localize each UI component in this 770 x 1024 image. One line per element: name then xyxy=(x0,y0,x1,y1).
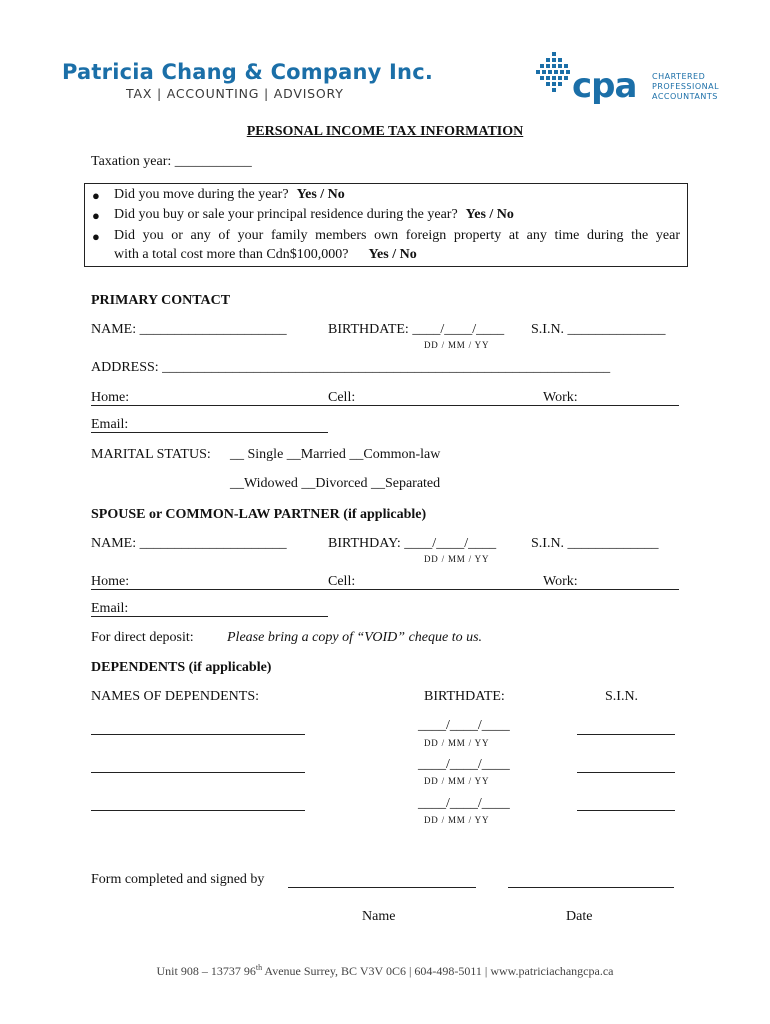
dependent-sin-line[interactable] xyxy=(577,760,675,773)
dependent-date-hint: DD / MM / YY xyxy=(424,776,490,786)
yes-no-option[interactable]: Yes / No xyxy=(368,247,417,262)
bullet-icon: ● xyxy=(92,188,100,203)
signature-label: Form completed and signed by xyxy=(91,872,265,887)
company-tagline: TAX | ACCOUNTING | ADVISORY xyxy=(126,86,344,101)
question-residence: Did you buy or sale your principal residence during the year? Yes / No xyxy=(114,207,514,222)
questions-box xyxy=(84,183,688,267)
dependents-sin-header: S.I.N. xyxy=(605,689,639,704)
company-name: Patricia Chang & Company Inc. xyxy=(62,60,434,84)
primary-email-label: Email: xyxy=(91,417,129,432)
primary-work-label: Work: xyxy=(543,390,578,405)
primary-date-hint: DD / MM / YY xyxy=(424,340,490,350)
dependent-name-line[interactable] xyxy=(91,798,305,811)
spouse-work-label: Work: xyxy=(543,574,578,589)
dependents-heading: DEPENDENTS (if applicable) xyxy=(91,660,272,675)
spouse-heading: SPOUSE or COMMON-LAW PARTNER (if applicable) xyxy=(91,507,427,522)
primary-home-label: Home: xyxy=(91,390,130,405)
spouse-date-hint: DD / MM / YY xyxy=(424,554,490,564)
signature-date-caption: Date xyxy=(566,909,593,924)
dependent-name-line[interactable] xyxy=(91,722,305,735)
question-moved: Did you move during the year? Yes / No xyxy=(114,187,345,202)
direct-deposit-note: Please bring a copy of “VOID” cheque to us. xyxy=(227,630,483,645)
cpa-logo-mark xyxy=(536,50,576,96)
direct-deposit-label: For direct deposit: xyxy=(91,630,194,645)
signature-name-line[interactable] xyxy=(288,875,476,888)
spouse-name-field[interactable]: NAME: _____________________ xyxy=(91,536,287,551)
primary-sin-field[interactable]: S.I.N. ______________ xyxy=(531,322,666,337)
dependent-date-hint: DD / MM / YY xyxy=(424,815,490,825)
cpa-wordmark: cpa xyxy=(572,66,637,106)
cpa-subtitle: CHARTERED PROFESSIONAL ACCOUNTANTS xyxy=(652,72,720,101)
dependents-names-header: NAMES OF DEPENDENTS: xyxy=(91,689,260,704)
marital-options-row1[interactable]: __ Single __Married __Common-law xyxy=(230,447,441,462)
signature-date-line[interactable] xyxy=(508,875,674,888)
spouse-phone-line[interactable] xyxy=(91,577,679,590)
dependent-sin-line[interactable] xyxy=(577,798,675,811)
dependent-birthdate-field[interactable]: ____/____/____ xyxy=(418,796,510,811)
dependent-date-hint: DD / MM / YY xyxy=(424,738,490,748)
spouse-birthday-field[interactable]: BIRTHDAY: ____/____/____ xyxy=(328,536,497,551)
spouse-home-label: Home: xyxy=(91,574,130,589)
marital-status-label: MARITAL STATUS: xyxy=(91,447,211,462)
primary-address-field[interactable]: ADDRESS: ________________________________________________________________ xyxy=(91,360,611,375)
spouse-sin-field[interactable]: S.I.N. _____________ xyxy=(531,536,659,551)
primary-phone-line[interactable] xyxy=(91,393,679,406)
yes-no-option[interactable]: Yes / No xyxy=(465,207,514,222)
bullet-icon: ● xyxy=(92,208,100,223)
bullet-icon: ● xyxy=(92,229,100,244)
primary-cell-label: Cell: xyxy=(328,390,356,405)
spouse-cell-label: Cell: xyxy=(328,574,356,589)
primary-email-line[interactable] xyxy=(91,420,328,433)
dependent-birthdate-field[interactable]: ____/____/____ xyxy=(418,757,510,772)
question-foreign-line2: with a total cost more than Cdn$100,000? Yes / No xyxy=(114,247,417,262)
spouse-email-line[interactable] xyxy=(91,604,328,617)
primary-birthdate-field[interactable]: BIRTHDATE: ____/____/____ xyxy=(328,322,505,337)
primary-contact-heading: PRIMARY CONTACT xyxy=(91,293,231,308)
footer-address: Unit 908 – 13737 96th Avenue Surrey, BC V3V 0C6 | 604-498-5011 | www.patriciachangcpa.ca xyxy=(156,963,614,978)
signature-name-caption: Name xyxy=(362,909,396,924)
marital-options-row2[interactable]: __Widowed __Divorced __Separated xyxy=(230,476,441,491)
form-title: PERSONAL INCOME TAX INFORMATION xyxy=(246,124,524,139)
spouse-email-label: Email: xyxy=(91,601,129,616)
dependent-name-line[interactable] xyxy=(91,760,305,773)
dependents-birthdate-header: BIRTHDATE: xyxy=(424,689,505,704)
dependent-sin-line[interactable] xyxy=(577,722,675,735)
dependent-birthdate-field[interactable]: ____/____/____ xyxy=(418,718,510,733)
yes-no-option[interactable]: Yes / No xyxy=(296,187,345,202)
question-foreign-line1: Did you or any of your family members own foreign property at any time during the year xyxy=(114,228,680,243)
taxation-year-field[interactable]: Taxation year: ___________ xyxy=(91,154,252,169)
primary-name-field[interactable]: NAME: _____________________ xyxy=(91,322,287,337)
